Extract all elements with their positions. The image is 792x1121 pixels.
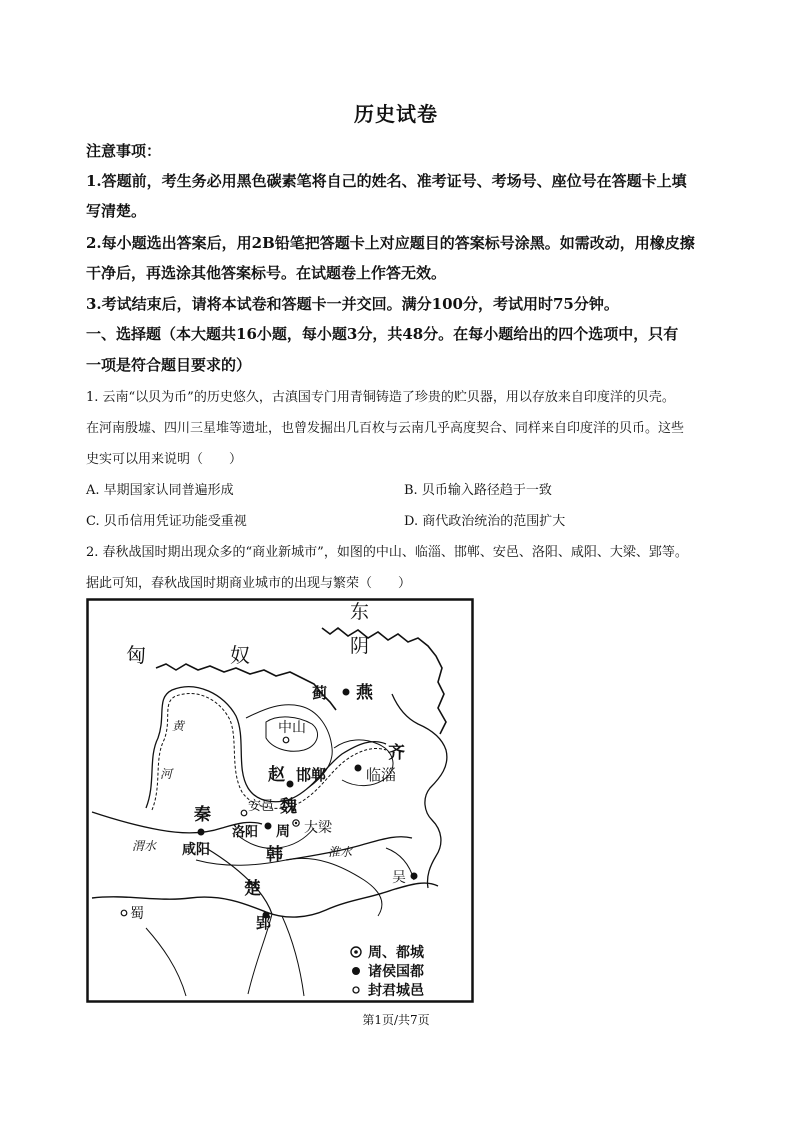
label-yan: 燕 [356, 683, 373, 703]
city-marker-luoyang [265, 823, 272, 830]
label-luoyang: 洛阳 [232, 825, 259, 840]
legend-fief-city-label: 封君城邑 [368, 983, 424, 999]
label-anyi: 安邑 [248, 799, 275, 814]
warring-states-map [86, 598, 474, 1003]
label-huai-river: 淮水 [328, 845, 353, 859]
q2-stem-line-1: 2. 春秋战国时期出现众多的“商业新城市”，如图的中山、临淄、邯郸、安邑、洛阳、咸阳、大梁、郢等。 [86, 545, 688, 560]
label-xianyang: 咸阳 [182, 842, 210, 858]
label-wei: 魏 [280, 797, 297, 817]
label-zhao: 赵 [268, 765, 285, 785]
label-xiongnu-2: 奴 [230, 643, 250, 667]
label-wu: 吴 [392, 870, 406, 886]
section-heading-line-1: 一、选择题（本大题共16小题，每小题3分，共48分。在每小题给出的四个选项中，只有 [86, 325, 679, 343]
q1-option-d: D. 商代政治统治的范围扩大 [404, 514, 566, 529]
label-wei-river: 渭水 [132, 839, 157, 853]
section-heading-line-2: 一项是符合题目要求的） [86, 356, 252, 374]
city-marker-anyi [241, 810, 247, 816]
legend-state-capital-label: 诸侯国都 [368, 964, 424, 980]
legend-capital-symbol-center [354, 950, 358, 954]
city-marker-daliang-center [295, 822, 297, 824]
label-qi: 齐 [388, 743, 405, 763]
label-handan: 邯郸 [296, 766, 327, 784]
city-marker-shu [121, 910, 127, 916]
label-zhongshan: 中山 [278, 720, 306, 736]
legend-capital-label: 周、都城 [368, 945, 424, 961]
notice-line-3: 2.每小题选出答案后，用2B铅笔把答题卡上对应题目的答案标号涂黑。如需改动，用橡皮擦 [86, 234, 695, 252]
label-yellow-river: 黄 [172, 719, 185, 733]
label-chu: 楚 [244, 879, 261, 899]
notice-line-2: 写清楚。 [86, 202, 147, 220]
label-donghu-2: 阴 [350, 635, 370, 657]
legend-fief-city-symbol [353, 987, 359, 993]
label-he: 河 [160, 767, 173, 781]
q2-stem-line-2: 据此可知，春秋战国时期商业城市的出现与繁荣（ ） [86, 576, 412, 591]
city-marker-linzi [355, 765, 362, 772]
q1-stem-line-2: 在河南殷墟、四川三星堆等遗址，也曾发掘出几百枚与云南几乎高度契合、同样来自印度洋的贝币。这些 [86, 421, 685, 436]
label-xiongnu-1: 匈 [126, 643, 146, 667]
label-ying: 郢 [256, 914, 272, 932]
q1-option-b: B. 贝币输入路径趋于一致 [404, 483, 552, 498]
notice-line-1: 1.答题前，考生务必用黑色碳素笔将自己的姓名、准考证号、考场号、座位号在答题卡上填 [86, 172, 687, 190]
page-footer: 第1页/共7页 [362, 1013, 430, 1027]
notice-heading: 注意事项： [86, 142, 162, 160]
city-marker-xianyang [198, 829, 205, 836]
notice-line-5: 3.考试结束后，请将本试卷和答题卡一并交回。满分100分，考试用时75分钟。 [86, 295, 619, 313]
label-qin: 秦 [194, 805, 211, 825]
legend-state-capital-symbol [352, 967, 360, 975]
city-marker-wu [411, 873, 418, 880]
label-ji: 蓟 [312, 684, 328, 702]
q1-stem-line-1: 1. 云南“以贝为币”的历史悠久，古滇国专门用青铜铸造了珍贵的贮贝器，用以存放来自印度洋的贝壳。 [86, 390, 675, 405]
label-linzi: 临淄 [366, 766, 397, 784]
notice-line-4: 干净后，再选涂其他答案标号。在试题卷上作答无效。 [86, 264, 447, 282]
label-shu: 蜀 [130, 906, 144, 922]
city-marker-handan [287, 781, 294, 788]
page-title: 历史试卷 [354, 102, 438, 126]
label-zhou: 周 [276, 824, 290, 840]
label-han: 韩 [266, 845, 283, 865]
q1-option-c: C. 贝币信用凭证功能受重视 [86, 514, 247, 529]
label-donghu-1: 东 [350, 601, 370, 623]
q1-stem-line-3: 史实可以用来说明（ ） [86, 452, 243, 467]
city-marker-ji [343, 689, 350, 696]
q1-option-a: A. 早期国家认同普遍形成 [86, 483, 234, 498]
city-marker-zhongshan [283, 737, 289, 743]
label-daliang: 大梁 [304, 820, 332, 836]
